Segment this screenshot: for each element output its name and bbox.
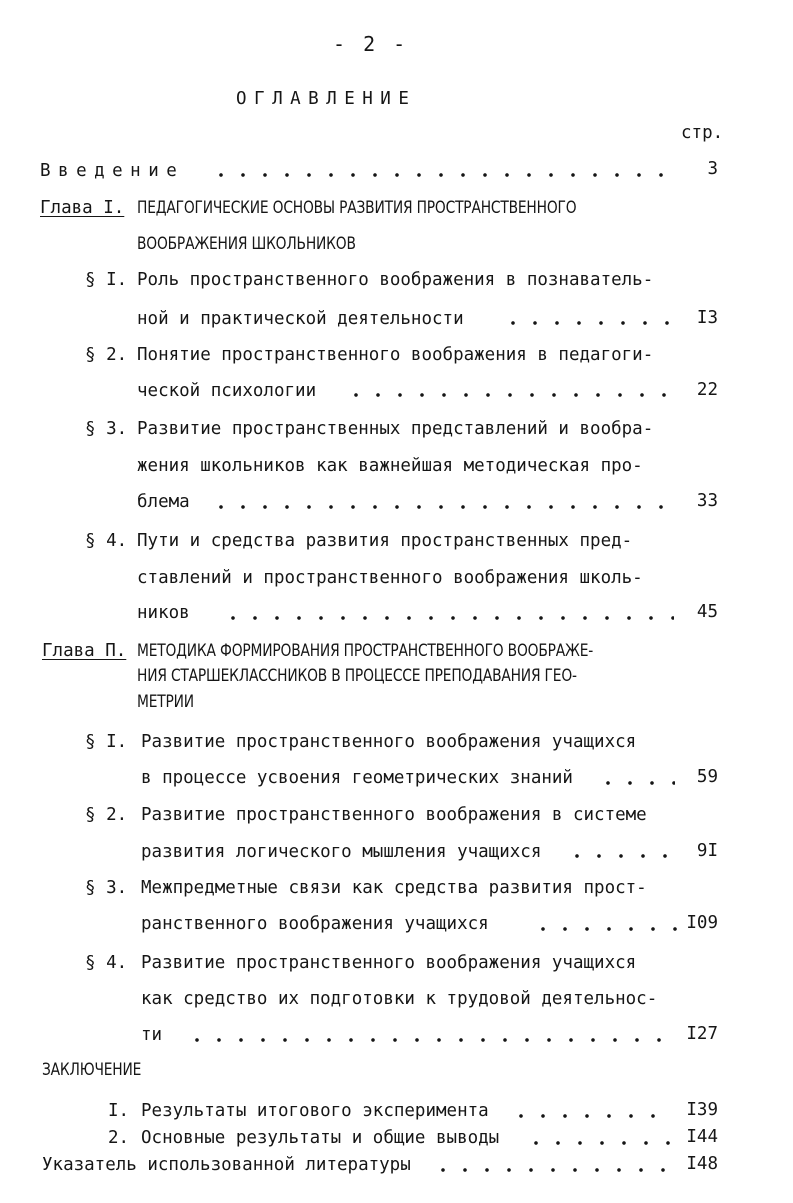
ch1-sec4-num: § 4. bbox=[85, 531, 128, 551]
ch2-sec3-line2: ранственного воображения учащихся bbox=[141, 914, 489, 934]
conclusion-label: ЗАКЛЮЧЕНИЕ bbox=[42, 1060, 142, 1079]
page-number: - 2 - bbox=[333, 32, 409, 56]
toc-title: ОГЛАВЛЕНИЕ bbox=[236, 89, 417, 109]
ch1-sec4-line2: ставлений и пространственного воображения школь- bbox=[137, 568, 643, 588]
ch2-sec3-num: § 3. bbox=[85, 878, 128, 898]
ch1-sec3-line1: Развитие пространственных представлений и вообра- bbox=[137, 419, 654, 439]
bibliography-page: I48 bbox=[686, 1154, 718, 1174]
ch2-sec2-num: § 2. bbox=[85, 805, 128, 825]
ch1-sec2-line2: ческой психологии bbox=[137, 381, 317, 401]
ch2-sec3-line1: Межпредметные связи как средства развития прост- bbox=[141, 878, 647, 898]
chapter1-title-line2: ВООБРАЖЕНИЯ ШКОЛЬНИКОВ bbox=[137, 234, 356, 253]
chapter1-label: Глава I. bbox=[40, 198, 125, 218]
ch1-sec3-leader bbox=[210, 502, 675, 512]
ch1-sec3-num: § 3. bbox=[85, 419, 128, 439]
ch1-sec2-page: 22 bbox=[696, 380, 718, 400]
conclusion-item2-leader bbox=[525, 1138, 675, 1148]
page-column-label: стр. bbox=[681, 123, 724, 143]
ch1-sec1-num: § I. bbox=[85, 270, 128, 290]
ch2-sec4-leader bbox=[186, 1035, 674, 1045]
ch2-sec4-page: I27 bbox=[686, 1024, 718, 1044]
chapter1-title-line1: ПЕДАГОГИЧЕСКИЕ ОСНОВЫ РАЗВИТИЯ ПРОСТРАНСТВЕННОГО bbox=[137, 198, 577, 217]
ch2-sec4-line2: как средство их подготовки к трудовой деятельнос- bbox=[141, 989, 658, 1009]
ch1-sec3-line2: жения школьников как важнейшая методическая про- bbox=[137, 456, 643, 476]
intro-label: Введение bbox=[40, 161, 185, 181]
conclusion-item2-num: 2. bbox=[108, 1128, 130, 1148]
conclusion-item2-text: Основные результаты и общие выводы bbox=[141, 1128, 500, 1148]
ch2-sec2-line2: развития логического мышления учащихся bbox=[141, 842, 542, 862]
ch1-sec2-leader bbox=[345, 390, 675, 400]
ch1-sec1-line1: Роль пространственного воображения в познаватель- bbox=[137, 270, 654, 290]
ch1-sec3-page: 33 bbox=[696, 491, 718, 511]
intro-page: 3 bbox=[707, 159, 718, 179]
ch1-sec4-line1: Пути и средства развития пространственных пред- bbox=[137, 531, 633, 551]
ch2-sec3-page: I09 bbox=[686, 913, 718, 933]
ch1-sec2-num: § 2. bbox=[85, 345, 128, 365]
chapter2-label: Глава П. bbox=[42, 641, 127, 661]
ch1-sec4-line3: ников bbox=[137, 603, 190, 623]
ch1-sec1-line2: ной и практической деятельности bbox=[137, 309, 464, 329]
ch2-sec1-line2: в процессе усвоения геометрических знаний bbox=[141, 768, 573, 788]
ch1-sec3-line3: блема bbox=[137, 492, 190, 512]
bibliography-label: Указатель использованной литературы bbox=[42, 1155, 411, 1175]
ch2-sec4-line1: Развитие пространственного воображения учащихся bbox=[141, 953, 637, 973]
intro-leader bbox=[210, 170, 670, 180]
conclusion-item1-page: I39 bbox=[686, 1100, 718, 1120]
bibliography-leader bbox=[432, 1165, 672, 1175]
chapter2-title-line3: МЕТРИИ bbox=[137, 692, 194, 711]
ch2-sec4-line3: ти bbox=[141, 1025, 163, 1045]
ch2-sec1-line1: Развитие пространственного воображения учащихся bbox=[141, 732, 637, 752]
ch1-sec1-leader bbox=[502, 318, 670, 328]
ch1-sec4-leader bbox=[222, 613, 674, 623]
ch1-sec1-page: I3 bbox=[696, 308, 718, 328]
ch1-sec2-line1: Понятие пространственного воображения в педагоги- bbox=[137, 345, 654, 365]
ch2-sec2-page: 9I bbox=[696, 841, 718, 861]
chapter2-title-line2: НИЯ СТАРШЕКЛАССНИКОВ В ПРОЦЕССЕ ПРЕПОДАВАНИЯ ГЕО- bbox=[137, 666, 577, 685]
conclusion-item1-leader bbox=[510, 1111, 670, 1121]
ch2-sec1-num: § I. bbox=[85, 732, 128, 752]
chapter2-title-line1: МЕТОДИКА ФОРМИРОВАНИЯ ПРОСТРАНСТВЕННОГО ВООБРАЖЕ- bbox=[137, 641, 594, 660]
ch2-sec2-line1: Развитие пространственного воображения в системе bbox=[141, 805, 647, 825]
ch2-sec4-num: § 4. bbox=[85, 953, 128, 973]
ch1-sec4-page: 45 bbox=[696, 602, 718, 622]
conclusion-item1-num: I. bbox=[108, 1101, 130, 1121]
conclusion-item2-page: I44 bbox=[686, 1127, 718, 1147]
ch2-sec1-page: 59 bbox=[696, 767, 718, 787]
conclusion-item1-text: Результаты итогового эксперимента bbox=[141, 1101, 489, 1121]
